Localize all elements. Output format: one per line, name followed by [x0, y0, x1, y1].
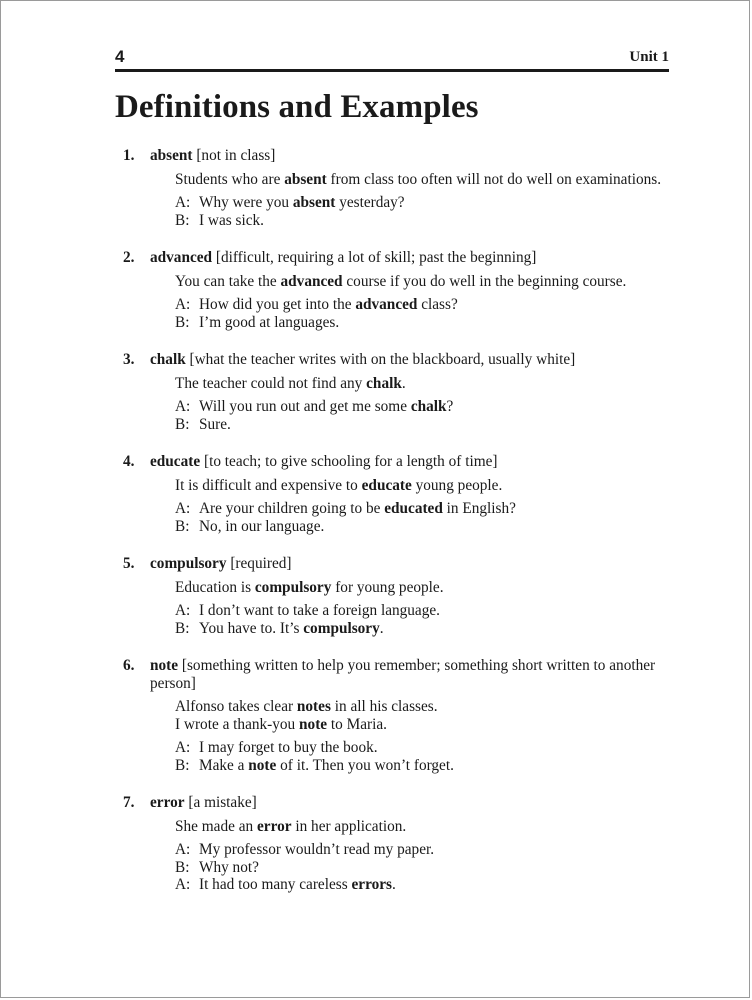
speaker-label: B:	[175, 756, 190, 774]
text-run: Students who are	[175, 170, 285, 188]
keyword: absent	[292, 194, 336, 211]
speaker-label: B:	[175, 619, 190, 637]
dialogue-text	[199, 212, 264, 229]
headword: error	[150, 794, 185, 811]
speaker-label: B:	[175, 313, 190, 331]
dialogue-line	[175, 620, 683, 638]
keyword: chalk	[410, 398, 447, 415]
example-sentences	[175, 375, 683, 393]
text-run: in her application.	[291, 817, 407, 835]
speaker-label: A:	[175, 739, 191, 756]
example-sentences	[175, 273, 683, 291]
text-run: Will you run out and get me some	[199, 398, 411, 415]
speaker-label: B:	[175, 211, 190, 229]
dialogue-line	[175, 859, 683, 877]
dialogue-line	[175, 876, 683, 894]
keyword: compulsory	[303, 619, 380, 637]
dialogue-text	[199, 296, 458, 313]
text-run: Make a	[199, 756, 249, 774]
entry-number: 5.	[123, 555, 135, 572]
keyword: compulsory	[254, 578, 332, 596]
entry-headword-line	[150, 657, 683, 692]
text-run: No, in our language.	[199, 517, 325, 535]
text-run: Education is	[175, 578, 255, 596]
text-run: in all his classes.	[330, 698, 438, 715]
vocab-entry	[123, 453, 683, 535]
headword: absent	[150, 147, 193, 164]
dialogue-text	[199, 841, 434, 858]
vocab-entry	[123, 657, 683, 774]
dialogue-text	[199, 416, 231, 433]
text-run: for young people.	[331, 578, 444, 596]
text-run: .	[379, 619, 384, 637]
text-run: from class too often will not do well on examinations.	[326, 170, 662, 188]
definition: [a mistake]	[188, 794, 257, 811]
dialogue-text	[199, 500, 516, 517]
text-run: How did you get into the	[199, 296, 356, 313]
dialogue	[175, 602, 683, 637]
dialogue-text	[199, 620, 384, 637]
text-run: She made an	[175, 817, 257, 835]
example-sentence	[175, 579, 683, 597]
example-sentence	[175, 171, 683, 189]
keyword: note	[248, 756, 277, 774]
definition: [difficult, requiring a lot of skill; past the beginning]	[215, 249, 537, 266]
dialogue	[175, 398, 683, 433]
entry-number: 6.	[123, 657, 135, 674]
keyword: advanced	[280, 272, 343, 290]
headword: note	[150, 657, 179, 674]
dialogue-line	[175, 500, 683, 518]
entry-number: 3.	[123, 351, 135, 368]
text-run: It is difficult and expensive to	[175, 476, 362, 494]
keyword: educate	[361, 476, 412, 494]
dialogue-line	[175, 757, 683, 775]
dialogue	[175, 841, 683, 894]
dialogue	[175, 500, 683, 535]
vocab-entry	[123, 794, 683, 894]
example-sentences	[175, 477, 683, 495]
speaker-label: A:	[175, 841, 191, 858]
text-run: Why were you	[199, 194, 293, 211]
text-run: It had too many careless	[199, 876, 352, 893]
speaker-label: B:	[175, 415, 190, 433]
example-sentence	[175, 698, 683, 716]
entry-headword-line	[150, 249, 683, 267]
keyword: chalk	[366, 374, 402, 392]
entry-headword-line	[150, 794, 683, 812]
definition: [not in class]	[196, 147, 276, 164]
dialogue-text	[199, 739, 378, 756]
entry-list	[123, 147, 683, 894]
text-run: The teacher could not find any	[175, 374, 367, 392]
dialogue-line	[175, 416, 683, 434]
dialogue	[175, 739, 683, 774]
text-run: My professor wouldn’t read my paper.	[199, 841, 435, 858]
keyword: note	[299, 715, 328, 733]
page-number: 4	[115, 47, 125, 66]
text-run: I’m good at languages.	[199, 313, 340, 331]
text-run: I may forget to buy the book.	[199, 739, 378, 756]
headword: compulsory	[150, 555, 227, 572]
definition: [to teach; to give schooling for a length of time]	[203, 453, 498, 470]
text-run: in English?	[442, 500, 516, 517]
dialogue-line	[175, 212, 683, 230]
dialogue-text	[199, 194, 405, 211]
unit-label: Unit 1	[629, 49, 669, 65]
dialogue-text	[199, 876, 396, 893]
definition: [required]	[230, 555, 292, 572]
example-sentences	[175, 579, 683, 597]
keyword: educated	[384, 500, 443, 517]
text-run: to Maria.	[327, 715, 387, 733]
example-sentences	[175, 171, 683, 189]
dialogue-line	[175, 602, 683, 620]
entry-number: 7.	[123, 794, 135, 811]
text-run: You have to. It’s	[199, 619, 304, 637]
speaker-label: B:	[175, 517, 190, 535]
headword: educate	[150, 453, 201, 470]
text-run: Sure.	[199, 415, 231, 433]
dialogue-text	[199, 757, 454, 774]
text-run: of it. Then you won’t forget.	[276, 756, 454, 774]
speaker-label: A:	[175, 194, 191, 211]
text-run: I was sick.	[199, 211, 264, 229]
dialogue-line	[175, 296, 683, 314]
text-run: course if you do well in the beginning course.	[342, 272, 627, 290]
example-sentences	[175, 818, 683, 836]
dialogue-line	[175, 194, 683, 212]
entry-headword-line	[150, 147, 683, 165]
text-run: Are your children going to be	[199, 500, 385, 517]
vocab-entry	[123, 249, 683, 331]
vocab-entry	[123, 351, 683, 433]
dialogue-line	[175, 398, 683, 416]
text-run: .	[401, 374, 406, 392]
keyword: notes	[296, 698, 331, 715]
dialogue-line	[175, 518, 683, 536]
entry-number: 4.	[123, 453, 135, 470]
dialogue-text	[199, 314, 339, 331]
entry-headword-line	[150, 555, 683, 573]
keyword: errors	[351, 876, 392, 893]
definition: [what the teacher writes with on the blackboard, usually white]	[189, 351, 576, 368]
dialogue-text	[199, 518, 324, 535]
text-run: yesterday?	[335, 194, 405, 211]
example-sentences	[175, 698, 683, 733]
page-header	[115, 47, 669, 72]
speaker-label: A:	[175, 876, 191, 893]
text-run: I wrote a thank-you	[175, 715, 300, 733]
example-sentence	[175, 273, 683, 291]
dialogue-text	[199, 602, 440, 619]
dialogue	[175, 296, 683, 331]
dialogue-line	[175, 739, 683, 757]
dialogue	[175, 194, 683, 229]
text-run: .	[391, 876, 396, 893]
headword: advanced	[150, 249, 213, 266]
vocab-entry	[123, 147, 683, 229]
entry-headword-line	[150, 453, 683, 471]
page-title: Definitions and Examples	[115, 89, 479, 125]
speaker-label: B:	[175, 858, 190, 876]
example-sentence	[175, 716, 683, 734]
dialogue-line	[175, 314, 683, 332]
speaker-label: A:	[175, 500, 191, 517]
keyword: advanced	[355, 296, 418, 313]
text-run: Alfonso takes clear	[175, 698, 297, 715]
example-sentence	[175, 375, 683, 393]
text-run: young people.	[411, 476, 503, 494]
keyword: absent	[284, 170, 327, 188]
text-run: ?	[446, 398, 454, 415]
dialogue-text	[199, 398, 453, 415]
dialogue-text	[199, 859, 259, 876]
definition: [something written to help you remember; something short written to another person]	[150, 657, 656, 692]
dialogue-line	[175, 841, 683, 859]
headword: chalk	[150, 351, 186, 368]
text-run: I don’t want to take a foreign language.	[199, 602, 440, 619]
speaker-label: A:	[175, 296, 191, 313]
text-run: Why not?	[199, 858, 259, 876]
entry-number: 1.	[123, 147, 135, 164]
text-run: class?	[417, 296, 458, 313]
speaker-label: A:	[175, 398, 191, 415]
example-sentence	[175, 818, 683, 836]
speaker-label: A:	[175, 602, 191, 619]
keyword: error	[256, 817, 292, 835]
entry-number: 2.	[123, 249, 135, 266]
text-run: You can take the	[175, 272, 281, 290]
vocab-entry	[123, 555, 683, 637]
entry-headword-line	[150, 351, 683, 369]
example-sentence	[175, 477, 683, 495]
